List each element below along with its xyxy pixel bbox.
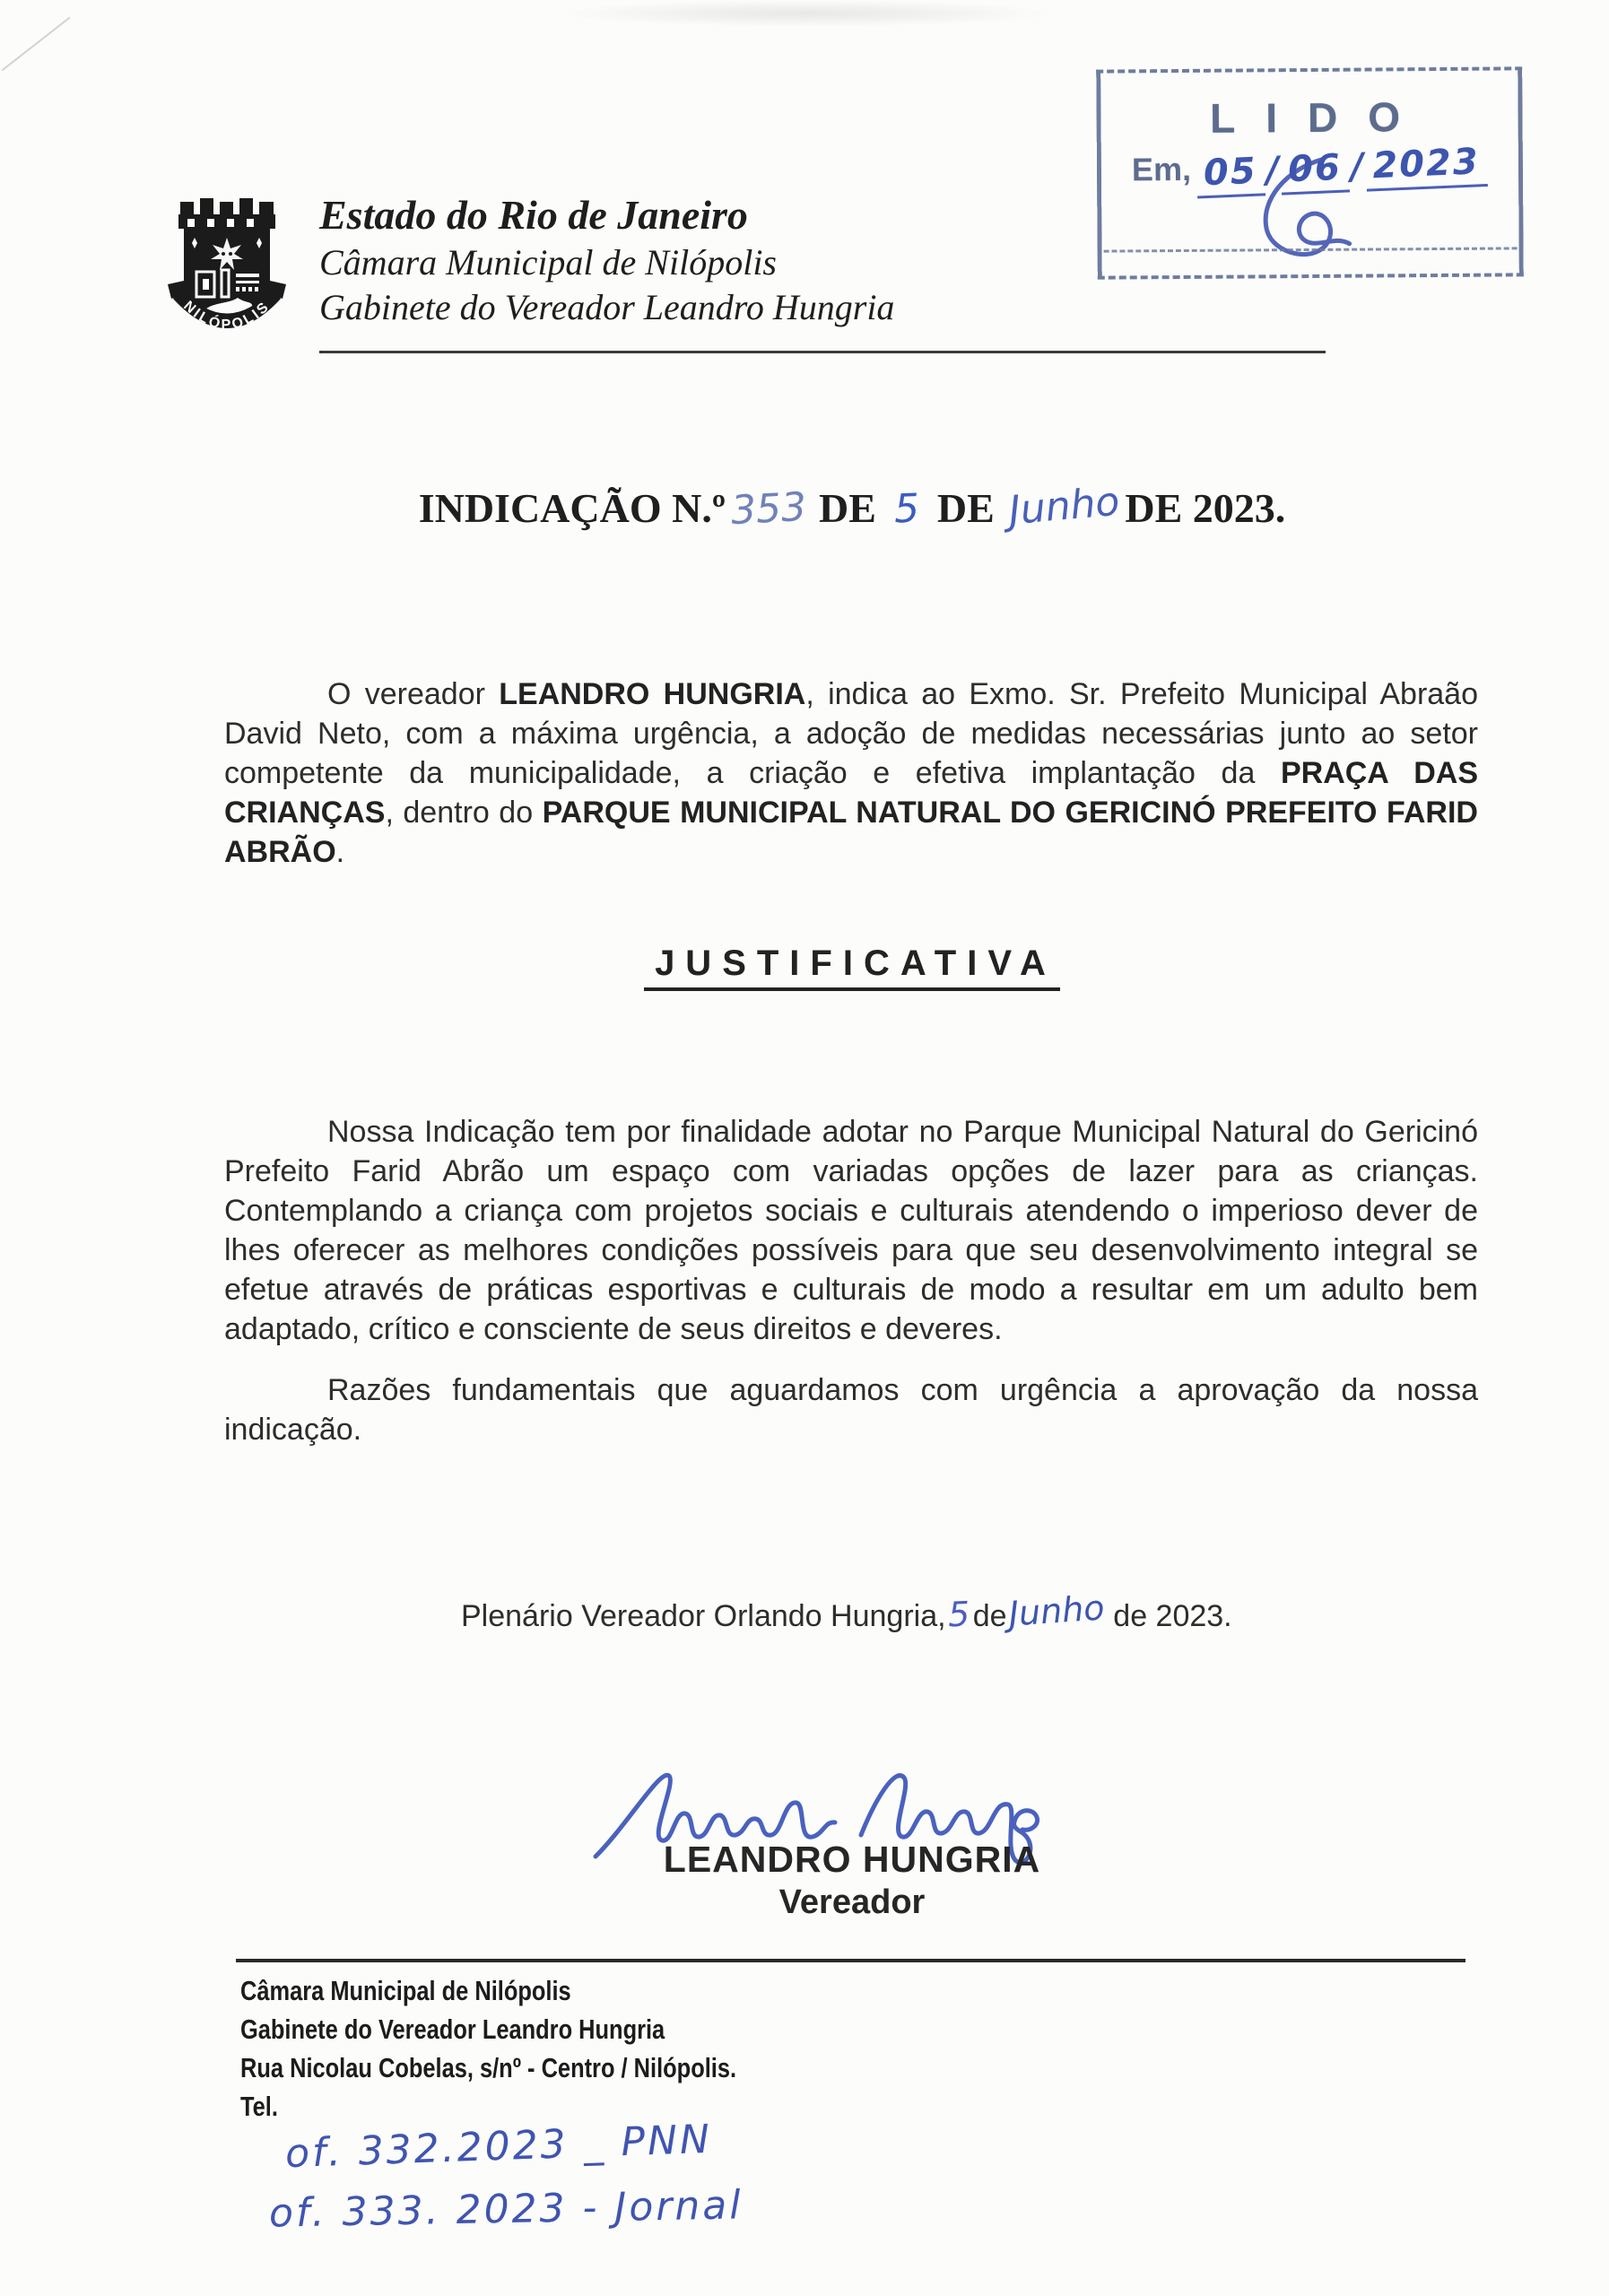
p1-bold-parque: PARQUE MUNICIPAL NATURAL DO GERICINÓ PREFEITO FARID ABRÃO [224, 796, 1478, 869]
justificativa-heading-text: JUSTIFICATIVA [644, 944, 1060, 991]
plenary-suffix: de 2023. [1113, 1599, 1232, 1633]
paragraph-indication [224, 674, 1478, 872]
footer-chamber: Câmara Municipal de Nilópolis [240, 1975, 571, 2006]
paragraph-closing: Razões fundamentais que aguardamos com urgência a aprovação da nossa indicação. [224, 1373, 1478, 1447]
letterhead [319, 190, 894, 330]
footer-office: Gabinete do Vereador Leandro Hungria [240, 2013, 665, 2045]
letterhead-chamber: Câmara Municipal de Nilópolis [319, 242, 777, 283]
title-prefix: INDICAÇÃO N.º [418, 485, 726, 531]
p1-seg3: , dentro do [385, 796, 543, 830]
stamp-date-month: 06 [1280, 146, 1350, 195]
justificativa-heading [224, 944, 1480, 991]
p1-bold-name: LEANDRO HUNGRIA [499, 677, 806, 711]
stamp-date-day: 05 [1196, 150, 1265, 198]
handwritten-note-2: of. 333. 2023 - Jornal [268, 2182, 744, 2237]
p1-seg4: . [335, 835, 345, 869]
title-de1: DE [819, 485, 876, 531]
handwritten-note-1: of. 332.2023 _ PNN [284, 2116, 713, 2178]
signatory-name: LEANDRO HUNGRIA [663, 1839, 1041, 1880]
stamp-date-slash2: / [1349, 145, 1365, 188]
footer-address-block [240, 1971, 845, 2126]
stamp-lido-text: LIDO [1209, 93, 1431, 142]
emblem-nilopolis-label: NILÓPOLIS [180, 298, 274, 334]
p1-seg2: , indica ao Exmo. Sr. Prefeito Municipal Abraão David Neto, com a máxima urgência, a adoção de medidas necessárias junto ao setor competente da municipalidade, a criação e efetiva implantação da [224, 677, 1479, 790]
lido-stamp-box [1096, 66, 1524, 279]
header-divider [319, 351, 1326, 353]
plenary-de: de [972, 1599, 1007, 1633]
stamp-signature-flourish-icon [1236, 153, 1389, 273]
letterhead-state: Estado do Rio de Janeiro [319, 192, 748, 238]
stamp-date-slash: / [1265, 149, 1281, 192]
stamp-date-year: 2023 [1364, 141, 1487, 192]
title-handwritten-month: Junho [1006, 478, 1122, 535]
document-title [224, 478, 1480, 535]
paragraph-justification: Nossa Indicação tem por finalidade adotar no Parque Municipal Natural do Gericinó Prefeito Farid Abrão um espaço com variadas opções de lazer para as crianças. Contemplando a criança com projetos sociais e culturais atendendo o imperioso dever de lhes oferecer as melhores condições possíveis para que seu desenvolvimento integral se efetue através de práticas esportivas e culturais de modo a resultar em um adulto bem adaptado, crítico e consciente de seus direitos e deveres. [224, 1115, 1478, 1346]
scan-artifact-line [2, 17, 71, 72]
p1-bold-praca: PRAÇA DAS CRIANÇAS [224, 756, 1478, 830]
footer-street: Rua Nicolau Cobelas, s/nº - Centro / Nilópolis. [240, 2052, 737, 2083]
p1-seg1: O vereador [327, 677, 500, 711]
footer-tel: Tel. [240, 2091, 278, 2122]
nilopolis-coat-of-arms-icon [164, 191, 290, 354]
plenary-dateline [461, 1587, 1232, 1635]
title-suffix: DE 2023. [1125, 485, 1286, 531]
footer-divider [236, 1959, 1465, 1962]
plenary-handwritten-month: Junho [1006, 1587, 1106, 1634]
title-handwritten-number: 353 [729, 483, 808, 535]
signatory-role: Vereador [778, 1883, 926, 1921]
plenary-prefix: Plenário Vereador Orlando Hungria, [461, 1599, 946, 1633]
plenary-handwritten-day: 5 [946, 1594, 970, 1635]
letterhead-office: Gabinete do Vereador Leandro Hungria [319, 287, 895, 327]
stamp-em-label: Em, [1131, 150, 1192, 188]
title-handwritten-day: 5 [893, 485, 920, 533]
title-de2: DE [936, 485, 995, 531]
scan-artifact-smudge [556, 0, 1058, 27]
